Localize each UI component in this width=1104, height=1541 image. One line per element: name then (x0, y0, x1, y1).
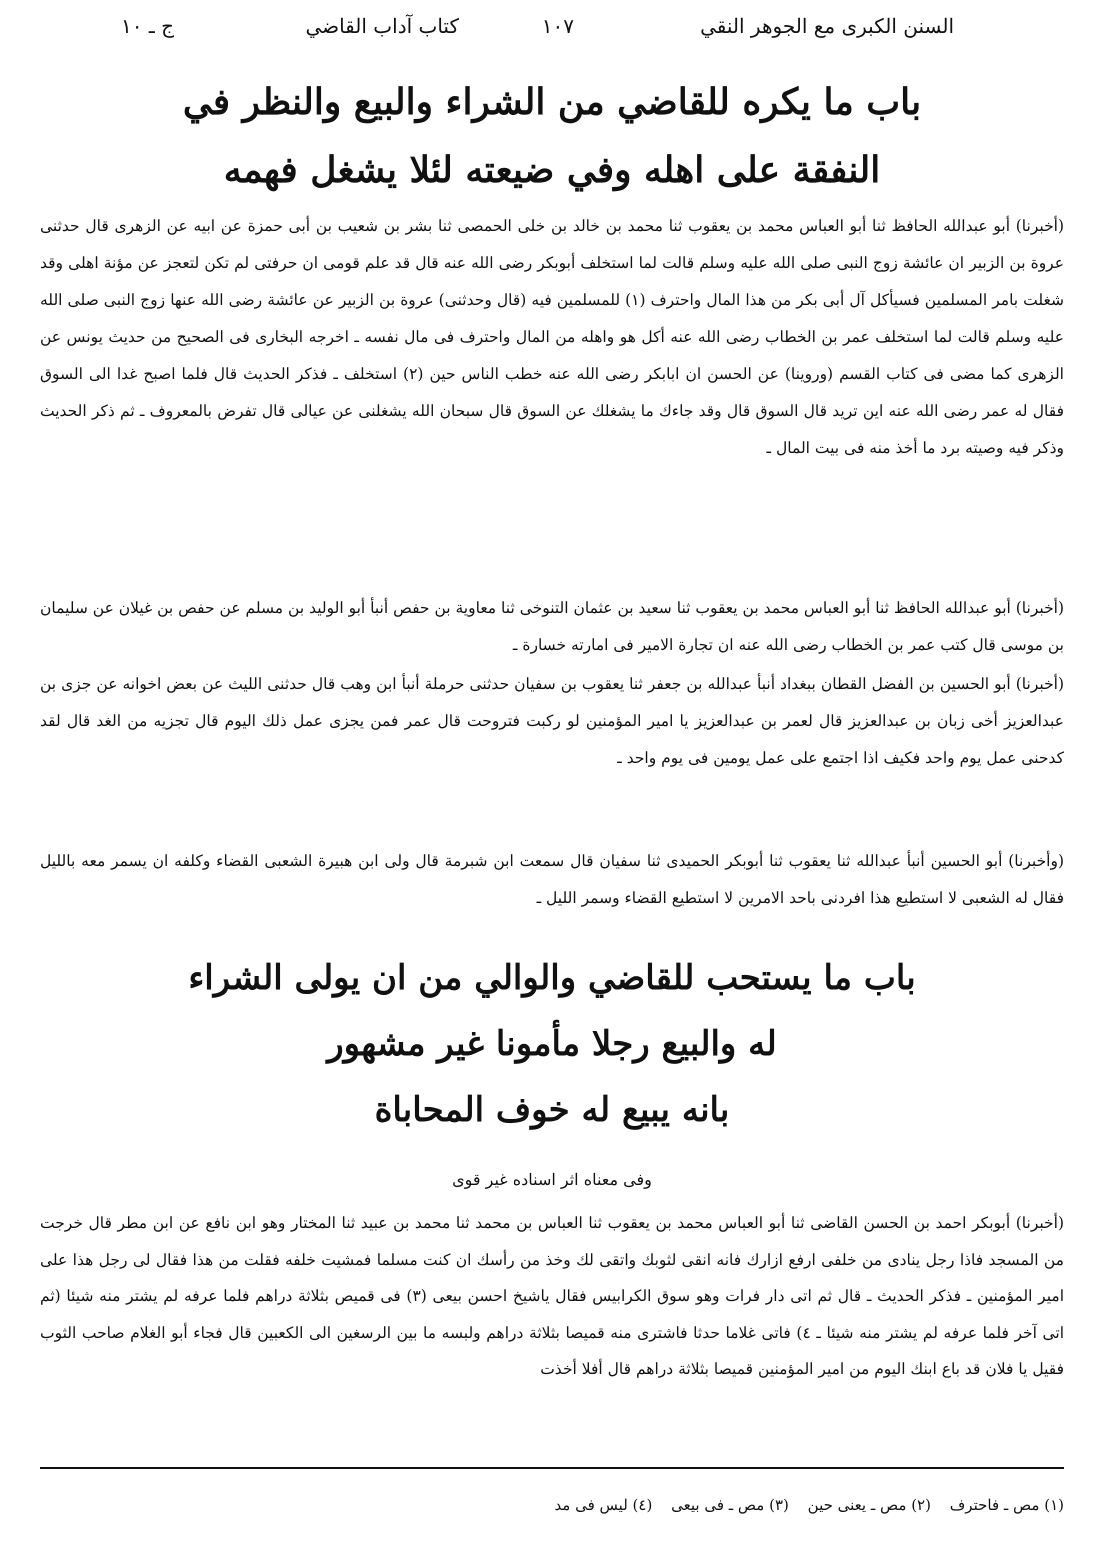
footnote-2: (٢) مص ـ يعنى حين (807, 1496, 931, 1514)
section-heading-2-line-2: له والبيع رجلا مأمونا غير مشهور (327, 1024, 777, 1064)
volume-number: ج ـ ١٠ (121, 14, 174, 38)
section-heading-2-line-3: بانه يبيع له خوف المحاباة (374, 1090, 730, 1130)
section-subnote: وفى معناه اثر اسناده غير قوى (452, 1170, 652, 1189)
footnote-1: (١) مص ـ فاحترف (949, 1496, 1064, 1514)
page-number: ١٠٧ (541, 14, 574, 38)
section-heading-2-line-1: باب ما يستحب للقاضي والوالي من ان يولى الشراء (188, 958, 916, 998)
section-heading-2 (60, 945, 1044, 1143)
hadith-paragraph-4: (وأخبرنا) أبو الحسين أنبأ عبدالله ثنا يعقوب ثنا أبوبكر الحميدى ثنا سفيان قال سمعت ابن شبرمة قال ولى ابن هبيرة الشعبى القضاء وكلفه ان يسمر معه بالليل فقال له الشعبى لا استطيع هذا افردنى باحد الامرين لا استطيع القضاء وسمر الليل ـ (40, 852, 1064, 907)
running-header (121, 14, 954, 50)
hadith-paragraph-3: (أخبرنا) أبو الحسين بن الفضل القطان ببغداد أنبأ عبدالله بن جعفر ثنا يعقوب بن سفيان حدثنى حرملة أنبأ ابن وهب قال حدثنى الليث عن بعض اخوانه عن جزى بن عبدالعزيز أخى زبان بن عبدالعزيز قال لعمر بن عبدالعزيز يا امير المؤمنين لو ركبت فتروحت قال عمر فمن يجزى عمل ذلك اليوم قال تجزيه من الغد قال لقد كدحنى عمل يوم واحد فكيف اذا اجتمع على عمل يومين فى يوم واحد ـ (40, 675, 1064, 767)
hadith-paragraph-1: (أخبرنا) أبو عبدالله الحافظ ثنا أبو العباس محمد بن يعقوب ثنا محمد بن خالد بن خلى الحمصى ثنا بشر بن شعيب بن أبى حمزة عن ابيه عن الزهرى قال حدثنى عروة بن الزبير ان عائشة زوج النبى صلى الله عليه وسلم قالت لما استخلف أبوبكر رضى الله عنه قال قد علم قومى ان حرفتى لم تكن لتعجز عن مؤنة اهلى وقد شغلت بامر المسلمين فسيأكل آل أبى بكر من هذا المال واحترف (١) للمسلمين فيه (قال وحدثنى) عروة بن الزبير عن عائشة رضى الله عنها زوج النبى صلى الله عليه وسلم قالت لما استخلف عمر بن الخطاب رضى الله عنه أكل هو واهله من المال واحترف فى مال نفسه ـ اخرجه البخارى فى الصحيح من حديث يونس عن الزهرى كما مضى فى كتاب القسم (وروينا) عن الحسن ان ابابكر رضى الله عنه خطب الناس حين (٢) استخلف ـ فذكر الحديث قال فلما اصبح غدا الى السوق فقال له عمر رضى الله عنه اين تريد قال السوق قال وقد جاءك ما يشغلك عن السوق قال سبحان الله يشغلنى عن عيالى قال تفرض بالمعروف ـ ثم ذكر الحديث وذكر فيه وصيته برد ما أخذ منه فى بيت المال ـ (40, 217, 1064, 457)
footnote-divider (40, 1467, 1064, 1469)
section-heading-1-line-1: باب ما يكره للقاضي من الشراء والبيع والنظر في (182, 81, 922, 123)
section-heading-1-line-2: النفقة على اهله وفي ضيعته لئلا يشغل فهمه (223, 149, 881, 191)
footnote-3: (٣) مص ـ فى بيعى (671, 1496, 789, 1514)
hadith-paragraph-5: (أخبرنا) أبوبكر احمد بن الحسن القاضى ثنا أبو العباس محمد بن يعقوب ثنا العباس بن محمد ثنا محمد بن عبيد ثنا المختار وهو ابن نافع عن ابن مطر قال خرجت من المسجد فاذا رجل ينادى من خلفى ارفع ازارك فانه انقى لثوبك واتقى لك وخذ من رأسك ان كنت مسلما فمشيت خلفه فقلت من هذا فقال لى رجل هذا على امير المؤمنين ـ فذكر الحديث ـ قال ثم اتى دار فرات وهو سوق الكرابيس فقال ياشيخ احسن بيعى (٣) فى قميص بثلاثة دراهم فلما عرفه لم يشتر منه شيئا (ثم اتى آخر فلما عرفه لم يشتر منه شيئا ـ ٤) فاتى غلاما حدثا فاشترى منه قميصا بثلاثة دراهم ولبسه ما بين الرسغين الى الكعبين قال فجاء أبو الغلام صاحب الثوب فقيل يا فلان قد باع ابنك اليوم من امير المؤمنين قميصا بثلاثة دراهم قال أفلا أخذت (40, 1214, 1065, 1378)
header-source-title: السنن الكبرى مع الجوهر النقي (700, 14, 954, 38)
footnotes (40, 1496, 1064, 1514)
section-heading-1 (60, 68, 1044, 204)
hadith-paragraph-2: (أخبرنا) أبو عبدالله الحافظ ثنا أبو العباس محمد بن يعقوب ثنا سعيد بن عثمان التنوخى ثنا معاوية بن حفص أنبأ أبو الوليد بن مسلم عن حفص بن غيلان عن سليمان بن موسى قال كتب عمر بن الخطاب رضى الله عنه ان تجارة الامير فى امارته خسارة ـ (40, 599, 1064, 654)
footnote-4: (٤) ليس فى مد (554, 1496, 653, 1514)
header-chapter-title: كتاب آداب القاضي (305, 14, 459, 38)
